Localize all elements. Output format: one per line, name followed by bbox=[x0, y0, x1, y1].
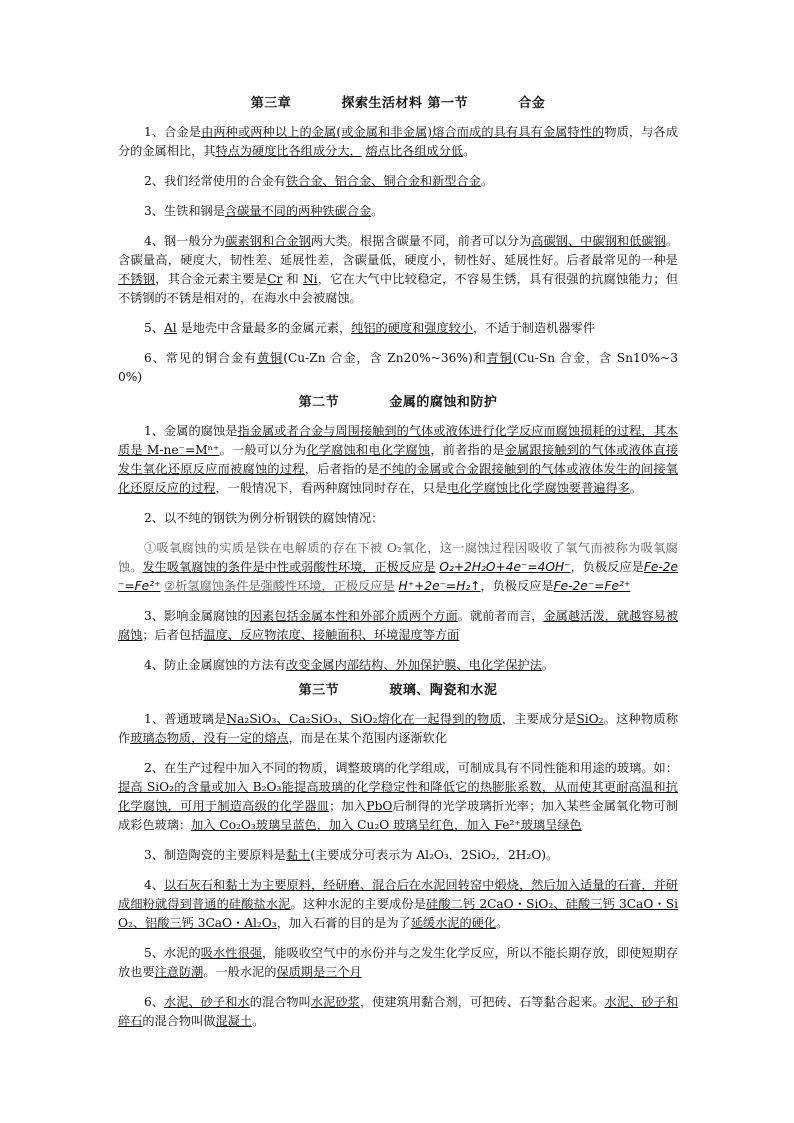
underlined-text: 黏土 bbox=[285, 848, 311, 862]
text: 4、钢一般分为 bbox=[144, 234, 226, 248]
text: 3、制造陶瓷的主要原料是 bbox=[144, 848, 286, 862]
text: ，负极反应是 bbox=[480, 579, 554, 593]
underlined-text: 发生吸氧腐蚀的条件是中性或弱酸性环境，正极反应是 bbox=[142, 560, 436, 574]
text: 。 bbox=[629, 481, 643, 495]
underlined-text: 混凝土 bbox=[215, 1014, 253, 1028]
underlined-text: Na₂SiO₃、Ca₂SiO₃、SiO₂熔化在一起得到的物质 bbox=[226, 712, 502, 726]
text: ①吸氧腐蚀的实质是铁在电解质的存在下被 O₂氧化，这一腐蚀过程因吸收了氧气而被称为吸氧腐蚀。 bbox=[118, 541, 678, 574]
text: ，能吸收空气中的水份并与之发生化学反应，所以不能长期存放，即使短期存放也要 bbox=[118, 946, 679, 979]
paragraph-corrosion-definition bbox=[118, 422, 678, 498]
paragraph-steel-types bbox=[118, 232, 678, 308]
paragraph-corrosion-factors bbox=[118, 607, 678, 645]
text: 。 bbox=[480, 174, 494, 188]
chapter-title: 第三章 探索生活材料 第一节 合金 bbox=[250, 96, 546, 111]
underlined-text: 水泥砂浆 bbox=[310, 995, 360, 1009]
text: 。一般可以分为 bbox=[219, 443, 307, 457]
text: 2、在生产过程中加入不同的物质，调整玻璃的化学组成，可制成具有不同性能和用途的玻璃。如： bbox=[144, 761, 678, 775]
text: 。 bbox=[371, 204, 384, 218]
equation-positive-hydrogen: H⁺+2e⁻=H₂↑ bbox=[398, 579, 481, 593]
section-title-corrosion: 第二节 金属的腐蚀和防护 bbox=[298, 395, 498, 410]
underlined-text: 加入 Co₂O₃玻璃呈蓝色，加入 Cu₂O 玻璃呈红色，加入 Fe²⁺玻璃呈绿色 bbox=[191, 818, 582, 832]
underlined-text: 黄铜 bbox=[257, 351, 284, 365]
text: 。 bbox=[541, 658, 554, 672]
underlined-text: 提高 SiO₂的含量或加入 B₂O₃能提高玻璃的化学稳定性和降低它的热膨胀系数，从而使其更耐高温和抗化学腐蚀，可用于制造高级的化学器皿 bbox=[118, 780, 678, 813]
text: 1、金属的腐蚀是 bbox=[144, 424, 238, 438]
underlined-text: Ni bbox=[303, 272, 318, 286]
text: ，使建筑用黏合剂，可把砖、石等黏合起来。 bbox=[359, 995, 605, 1009]
paragraph-alloy-definition bbox=[118, 123, 678, 161]
underlined-text: 不纯的金属或合金跟接触到的气体或液体发生的间接氧化还原反应的过程 bbox=[118, 462, 679, 495]
text: 2、我们经常使用的合金有 bbox=[144, 174, 286, 188]
text: 的混合物叫做 bbox=[142, 1014, 216, 1028]
underlined-text: Cr bbox=[267, 272, 283, 286]
text: 。 bbox=[463, 144, 476, 158]
underlined-text: 碳素钢和合金钢 bbox=[225, 234, 311, 248]
underlined-text: 以石灰石和黏土为主要原料，经研磨、混合后在水泥回转窑中煅烧，然后加入适量的石膏，并研成细粉就得到普通的硅酸盐水泥 bbox=[118, 878, 678, 911]
underlined-text: 电化学腐蚀比化学腐蚀要普遍得多 bbox=[447, 481, 630, 495]
equation-negative-oxygen: Fe-2e⁻=Fe²⁺ bbox=[118, 560, 679, 593]
text: 5、水泥的 bbox=[144, 946, 201, 960]
text: ，前者指的是 bbox=[430, 443, 505, 457]
paragraph-common-alloys bbox=[118, 172, 678, 191]
underlined-text: SiO₂ bbox=[576, 712, 604, 726]
equation-negative-hydrogen: Fe-2e⁻=Fe²⁺ bbox=[553, 579, 631, 593]
text: 。 bbox=[496, 916, 509, 930]
text: ，一般情况下，看两种腐蚀同时存在，只是 bbox=[215, 481, 448, 495]
text: 。一般水泥的 bbox=[203, 965, 277, 979]
text: 。含碳量高，硬度大，韧性差、延展性差，含碳量低，硬度小，韧性好、延展性好。后者最常见的一种是 bbox=[118, 234, 679, 267]
text: 后制得的光学玻璃折光率；加入某些金属氧化物可制成彩色玻璃： bbox=[118, 799, 679, 832]
text: 4、 bbox=[144, 878, 165, 892]
text: 1、普通玻璃是 bbox=[144, 712, 227, 726]
underlined-text: 改变金属内部结构、外加保护膜、电化学保护法 bbox=[285, 658, 542, 672]
text: 。这种水泥的主要成份是 bbox=[290, 897, 427, 911]
paragraph-special-glass bbox=[118, 759, 678, 835]
text: ，加入石膏的目的是为了 bbox=[276, 916, 411, 930]
document-body bbox=[118, 94, 678, 1042]
text: (Cu-Zn 合金，含 Zn20%~36%)和 bbox=[283, 351, 487, 365]
underlined-text: 铁合金、铝合金、铜合金和新型合金 bbox=[285, 174, 481, 188]
underlined-text: PbO bbox=[366, 799, 393, 813]
underlined-text: Al bbox=[163, 321, 177, 335]
text: ，其合金元素主要是 bbox=[155, 272, 268, 286]
text: 。就前者而言， bbox=[457, 609, 544, 623]
underlined-text: 金属越活泼，就越容易被腐蚀 bbox=[118, 609, 679, 642]
equation-positive-oxygen: O₂+2H₂O+4e⁻=4OH⁻ bbox=[439, 560, 571, 574]
underlined-text: 特点为硬度比各组成分大， bbox=[215, 144, 362, 158]
text: 。 bbox=[252, 1014, 265, 1028]
underlined-text: 因素包括金属本性和外部介质两个方面 bbox=[249, 609, 458, 623]
text: ，它在大气中比较稳定，不容易生锈，具有很强的抗腐蚀能力；但不锈钢的不锈是相对的，在海水中会被腐蚀。 bbox=[118, 272, 679, 305]
underlined-text: 水泥、砂子和水 bbox=[164, 995, 250, 1009]
text: ，主要成分是 bbox=[501, 712, 577, 726]
text: ，而是在某个范围内逐渐软化 bbox=[288, 731, 448, 745]
paragraph-cement-production bbox=[118, 876, 678, 933]
paragraph-iron-steel bbox=[118, 202, 678, 221]
text: ，后者指的是 bbox=[304, 462, 380, 476]
underlined-text: 水泥、砂子和碎石 bbox=[118, 995, 679, 1028]
section-title-glass-ceramics-cement: 第三节 玻璃、陶瓷和水泥 bbox=[298, 683, 498, 698]
underlined-text: 硅酸二钙 2CaO・SiO₂、硅酸三钙 3CaO・SiO₂、铝酸三钙 3CaO・Al₂O₃ bbox=[118, 897, 679, 930]
underlined-text: 纯铝的硬度和强度较小 bbox=[351, 321, 474, 335]
text: ，负极反应是 bbox=[570, 560, 644, 574]
paragraph-corrosion-prevention bbox=[118, 656, 678, 675]
underlined-text: 指金属或者合金与周围接触到的气体或液体进行化学反应而腐蚀损耗的过程，其本质是 M-ne⁻=Mⁿ⁺ bbox=[118, 424, 679, 457]
text: 和 bbox=[282, 272, 303, 286]
text: 6、常见的铜合金有 bbox=[144, 351, 258, 365]
text: 物质，与各成分的金属相比，其 bbox=[118, 125, 679, 158]
text: ，不适于制造机器零件 bbox=[473, 321, 595, 335]
underlined-text: 注意防潮 bbox=[154, 965, 204, 979]
underlined-text: 熔点比各组成分低 bbox=[365, 144, 464, 158]
underlined-text: 温度、反应物浓度、接触面积、环境湿度等方面 bbox=[203, 628, 460, 642]
paragraph-cement-storage bbox=[118, 944, 678, 982]
underlined-text: 不锈钢 bbox=[118, 272, 156, 286]
underlined-text: 含碳量不同的两种铁碳合金 bbox=[224, 204, 372, 218]
text: 3、影响金属腐蚀的 bbox=[144, 609, 250, 623]
paragraph-aluminum bbox=[118, 319, 678, 338]
text: 5、 bbox=[144, 321, 164, 335]
text: ；加入 bbox=[329, 799, 367, 813]
underlined-text: 青铜 bbox=[486, 351, 513, 365]
text: 。这种物质称作 bbox=[118, 712, 679, 745]
underlined-text: 金属跟接触到的气体或液体直接发生氧化还原反应而被腐蚀的过程 bbox=[118, 443, 679, 476]
text: (Cu-Sn 合金，含 Sn10%~30%) bbox=[118, 351, 679, 384]
underlined-text: 延缓水泥的硬化 bbox=[410, 916, 497, 930]
underlined-text: 玻璃态物质，没有一定的熔点 bbox=[130, 731, 289, 745]
text: 的混合物叫 bbox=[249, 995, 311, 1009]
text: 4、防止金属腐蚀的方法有 bbox=[144, 658, 286, 672]
paragraph-mortar-concrete bbox=[118, 993, 678, 1031]
underlined-text: 化学腐蚀和电化学腐蚀 bbox=[306, 443, 431, 457]
underlined-text: 吸水性很强 bbox=[200, 946, 262, 960]
text: (主要成分可表示为 Al₂O₃．2SiO₂．2H₂O)。 bbox=[310, 848, 559, 862]
underlined-text: 保质期是三个月 bbox=[276, 965, 362, 979]
paragraph-ordinary-glass bbox=[118, 710, 678, 748]
underlined-text: 高碳钢、中碳钢和低碳钢 bbox=[531, 234, 666, 248]
text: ；后者包括 bbox=[142, 628, 204, 642]
text: 两大类。根据含碳量不同，前者可以分为 bbox=[310, 234, 532, 248]
underlined-text: 由两种或两种以上的金属(或金属和非金属)熔合而成的具有具有金属特性的 bbox=[201, 125, 605, 139]
text: 3、生铁和钢是 bbox=[144, 204, 225, 218]
text: 1、合金是 bbox=[144, 125, 202, 139]
paragraph-steel-corrosion-intro: 2、以不纯的钢铁为例分析钢铁的腐蚀情况： bbox=[144, 511, 384, 525]
underlined-text: ②析氢腐蚀条件是强酸性环境，正极反应是 bbox=[164, 579, 395, 593]
text: 是地壳中含量最多的金属元素， bbox=[176, 321, 352, 335]
paragraph-ceramics bbox=[118, 846, 678, 865]
text: 6、 bbox=[144, 995, 165, 1009]
paragraph-copper-alloys bbox=[118, 349, 678, 387]
paragraph-oxygen-hydrogen-corrosion bbox=[118, 539, 678, 596]
